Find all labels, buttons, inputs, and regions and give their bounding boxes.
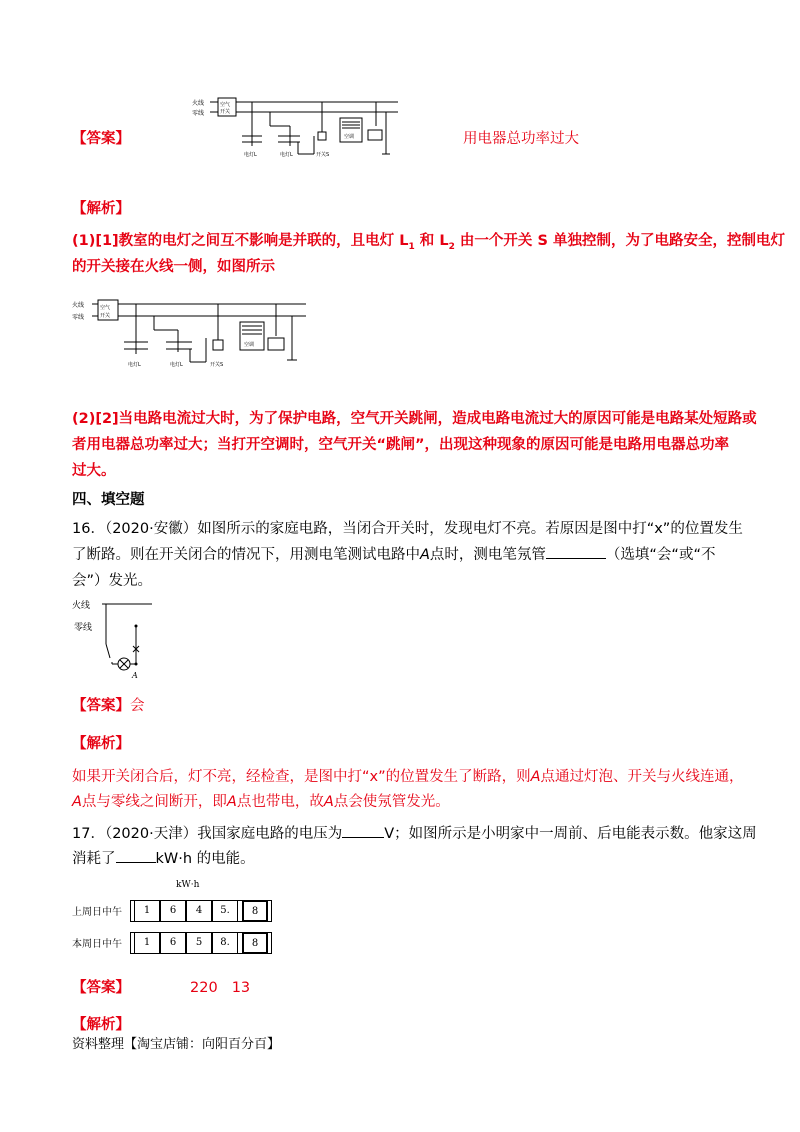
q16-line1: 16．（2020·安徽）如图所示的家庭电路，当闭合开关时，发现电灯不亮。若原因是图中打“x”的位置发生 — [72, 521, 743, 537]
q17-analysis-label: 【解析】 — [72, 1017, 130, 1033]
q16-blank[interactable] — [546, 542, 606, 559]
footer-source: 资料整理【淘宝店铺：向阳百分百】 — [72, 1037, 281, 1052]
lamp1-label: 电灯L — [244, 152, 257, 158]
meter-row-this-week — [72, 932, 272, 954]
meter-digit: 1 — [134, 900, 160, 922]
q16-line2: 了断路。则在开关闭合的情况下，用测电笔测试电路中A点时，测电笔氖管 （选填“会“或“不 — [72, 542, 715, 568]
air-switch-label-2: 开关 — [220, 109, 231, 115]
zero-line-label: 零线 — [74, 623, 93, 633]
meter-digit: 4 — [186, 900, 212, 922]
q16-answer: 【答案】会 — [72, 698, 145, 714]
meter-digit: 1 — [134, 932, 160, 954]
analysis-para2-line2: 者用电器总功率过大；当打开空调时，空气开关“跳闸”，出现这种现象的原因可能是电路用电器总功率 — [72, 437, 730, 453]
answer-label: 【答案】 — [72, 131, 130, 147]
circuit-diagram-analysis — [70, 296, 310, 372]
air-switch-label-1: 空气 — [220, 102, 231, 108]
switch-label: 开关S — [316, 152, 330, 158]
circuit-diagram-answer — [190, 96, 400, 164]
meter-digit: 5 — [186, 932, 212, 954]
ac-label: 空调 — [344, 134, 355, 140]
zero-line-label: 零线 — [72, 314, 85, 321]
q17-line2: 消耗了 kW·h 的电能。 — [72, 846, 255, 872]
meter-digit-decimal: 8 — [242, 932, 268, 954]
meter-row-last-week — [72, 900, 272, 922]
lamp2-label: 电灯L — [280, 152, 293, 158]
q16-analysis-line1: 如果开关闭合后，灯不亮，经检查，是图中打“x”的位置发生了断路，则A点通过灯泡、开关与火线连通， — [72, 769, 744, 785]
meter-digit: 6 — [160, 932, 186, 954]
meter-digit: 5. — [212, 900, 238, 922]
zero-line-label: 零线 — [192, 110, 205, 117]
q16-circuit-diagram — [72, 596, 162, 680]
air-switch-label-1: 空气 — [100, 305, 111, 311]
meter-digit-decimal: 8 — [242, 900, 268, 922]
fire-line-label: 火线 — [72, 302, 85, 309]
q16-analysis-line2: A点与零线之间断开，即A点也带电，故A点会使氖管发光。 — [72, 794, 450, 810]
q16-line3: 会”）发光。 — [72, 573, 153, 589]
section-title: 四、填空题 — [72, 492, 145, 508]
meter-row-label: 本周日中午 — [72, 939, 122, 950]
q17-blank-voltage[interactable] — [342, 821, 384, 838]
fire-line-label: 火线 — [72, 601, 91, 611]
meter-digit: 6 — [160, 900, 186, 922]
analysis-para1-line2: 的开关接在火线一侧，如图所示 — [72, 259, 275, 275]
point-a-label: A — [132, 671, 138, 680]
analysis-label: 【解析】 — [72, 201, 130, 217]
analysis-para1-line1: (1)[1]教室的电灯之间互不影响是并联的，且电灯 $L_1$ 和 $L_2$ 由一个开关 S 单独控制，为了电路安全，控制电灯 — [72, 233, 785, 252]
q17-blank-energy[interactable] — [116, 846, 156, 863]
lamp2-label: 电灯L — [170, 362, 183, 368]
analysis-para2-line3: 过大。 — [72, 463, 116, 479]
q17-line1: 17．（2020·天津）我国家庭电路的电压为 V；如图所示是小明家中一周前、后电能表示数。他家这周 — [72, 821, 757, 847]
air-switch-label-2: 开关 — [100, 313, 111, 319]
switch-label: 开关S — [210, 362, 224, 368]
fire-line-label: 火线 — [192, 100, 205, 107]
answer-text: 用电器总功率过大 — [463, 131, 579, 147]
meter-digit: 8. — [212, 932, 238, 954]
q16-analysis-label: 【解析】 — [72, 736, 130, 752]
analysis-para2-line1: (2)[2]当电路电流过大时，为了保护电路，空气开关跳闸，造成电路电流过大的原因可能是电路某处短路或 — [72, 411, 757, 427]
q17-answer: 【答案】 220 13 — [72, 980, 251, 996]
ac-label: 空调 — [244, 342, 255, 348]
lamp1-label: 电灯L — [128, 362, 141, 368]
meter-unit: kW·h — [176, 880, 200, 890]
meter-row-label: 上周日中午 — [72, 907, 122, 918]
